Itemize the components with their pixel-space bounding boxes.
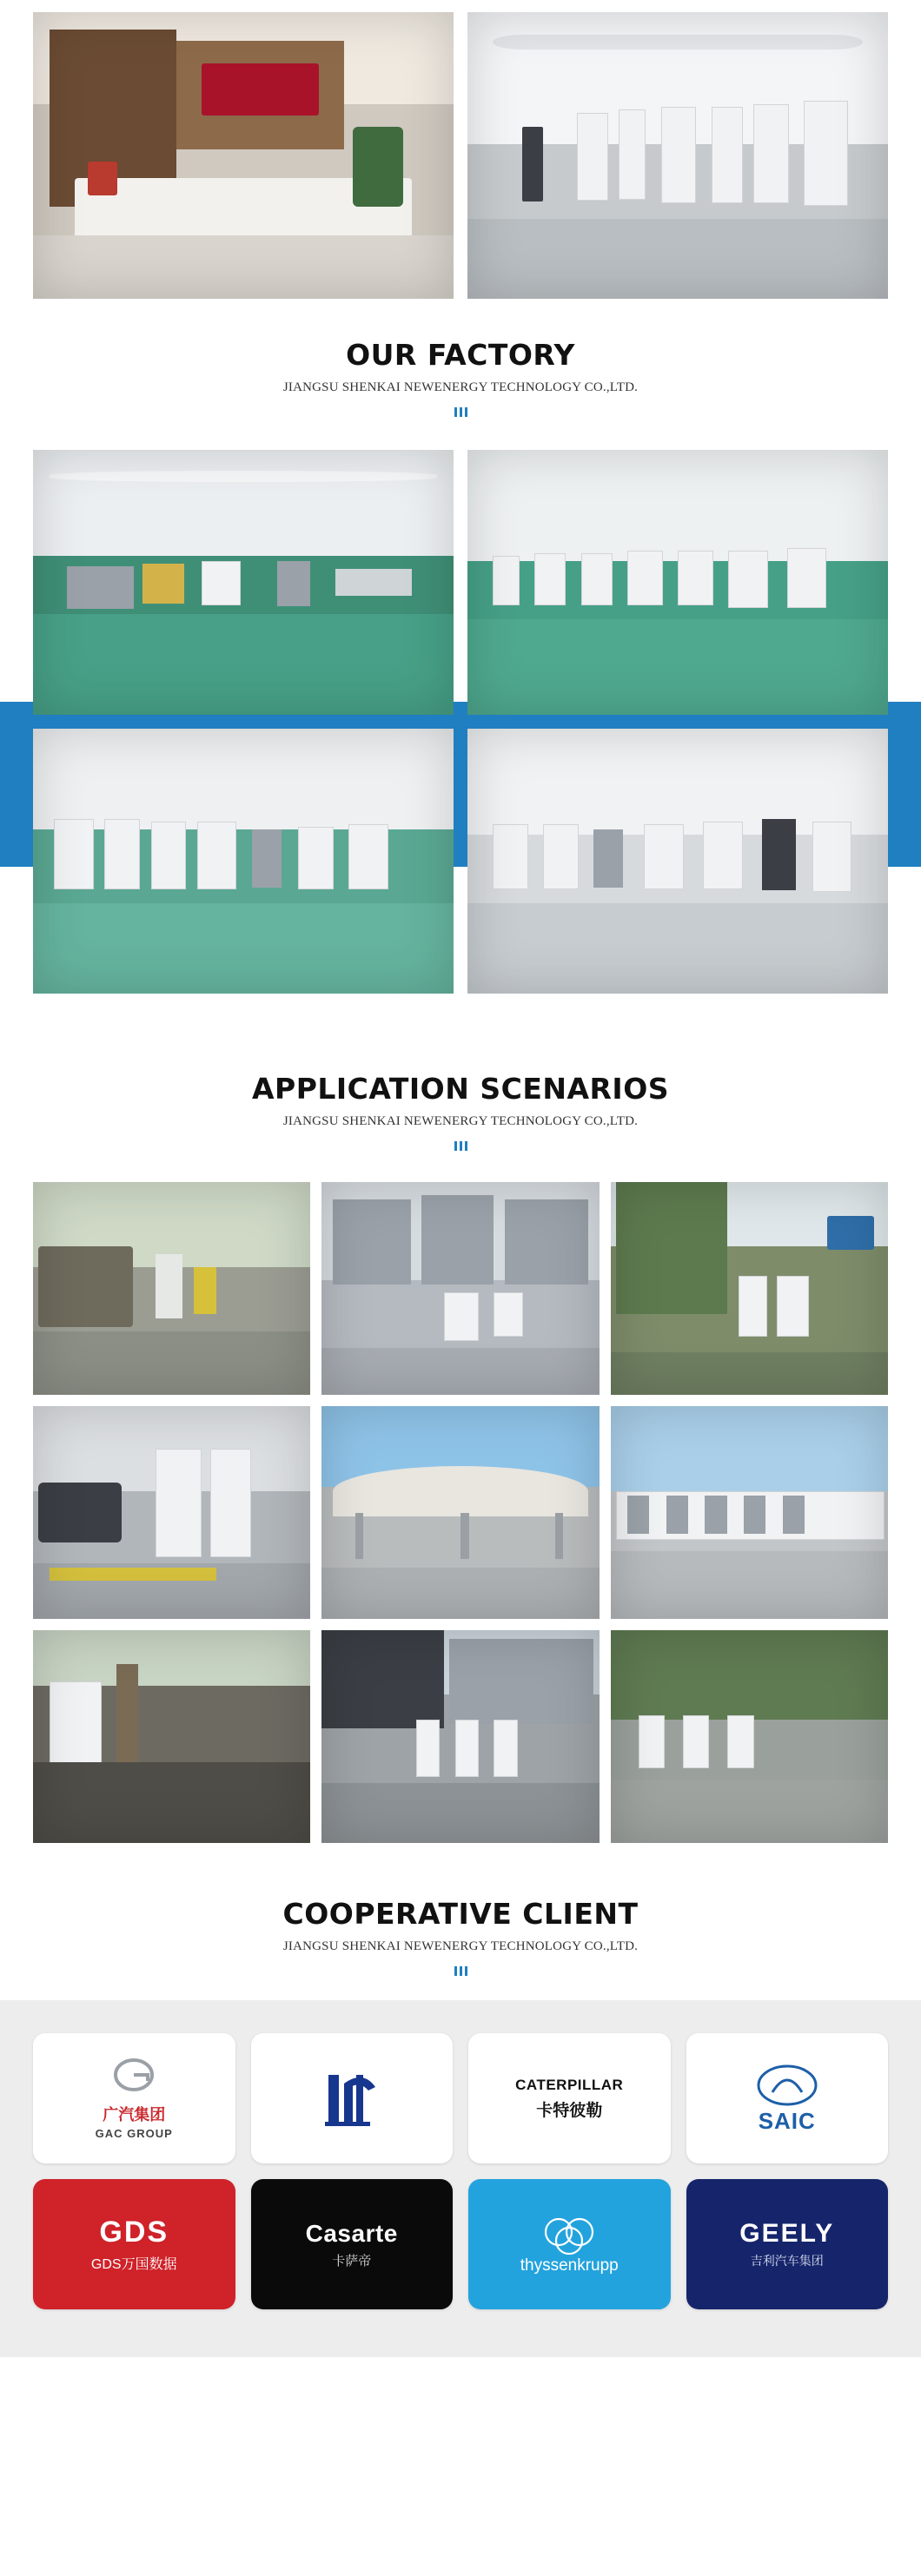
section-header-factory bbox=[0, 338, 921, 417]
application-photo-grid bbox=[0, 1182, 921, 1843]
clients-section bbox=[0, 2000, 921, 2357]
client-logo-grid bbox=[0, 2033, 921, 2309]
client-logo-caterpillar bbox=[468, 2033, 671, 2163]
gac-logo-icon bbox=[109, 2057, 158, 2097]
section-title: COOPERATIVE CLIENT bbox=[282, 1897, 639, 1931]
client-name-en: GAC GROUP bbox=[95, 2126, 173, 2140]
photo-factory-cabinets-storage bbox=[33, 729, 454, 994]
client-logo-geely bbox=[686, 2179, 889, 2309]
section-header-application bbox=[0, 1072, 921, 1151]
client-logo-blue-tower bbox=[251, 2033, 454, 2163]
client-name-cn: GDS万国数据 bbox=[90, 2257, 177, 2272]
photo-factory-testing-area bbox=[467, 729, 888, 994]
client-name-cn: 吉利汽车集团 bbox=[750, 2254, 824, 2268]
photo-charger-showroom bbox=[467, 12, 888, 299]
photo-construction-site-charging bbox=[33, 1182, 310, 1395]
client-logo-gac bbox=[33, 2033, 235, 2163]
photo-company-lobby-reception bbox=[33, 12, 454, 299]
client-name-en: Casarte bbox=[305, 2219, 398, 2247]
photo-park-charging-station bbox=[611, 1630, 888, 1843]
client-logo-saic bbox=[686, 2033, 889, 2163]
client-logo-gds bbox=[33, 2179, 235, 2309]
photo-indoor-garage-charging bbox=[33, 1406, 310, 1619]
client-name-en: SAIC bbox=[758, 2107, 816, 2134]
client-name-en: thyssenkrupp bbox=[520, 2256, 619, 2275]
photo-charging-cabinet-row bbox=[611, 1406, 888, 1619]
section-subtitle: JIANGSU SHENKAI NEWENERGY TECHNOLOGY CO.,LTD. bbox=[282, 1114, 639, 1128]
divider-dots bbox=[0, 407, 921, 417]
photo-canopy-parking-station bbox=[321, 1406, 599, 1619]
client-name-cn: 卡萨帝 bbox=[332, 2253, 372, 2269]
saic-logo-icon bbox=[753, 2063, 821, 2108]
photo-roadside-charger-unit bbox=[33, 1630, 310, 1843]
photo-parking-lot-chargers bbox=[321, 1182, 599, 1395]
photo-street-charging-station bbox=[321, 1630, 599, 1843]
section-subtitle: JIANGSU SHENKAI NEWENERGY TECHNOLOGY CO.,LTD. bbox=[282, 1939, 639, 1953]
client-name-cn: 卡特彼勒 bbox=[536, 2101, 603, 2120]
photo-factory-floor-assembly-line bbox=[467, 450, 888, 715]
client-name-cn: 广汽集团 bbox=[103, 2105, 166, 2124]
client-name-en: CATERPILLAR bbox=[515, 2076, 624, 2093]
thyssenkrupp-logo-icon bbox=[539, 2213, 600, 2255]
photo-factory-floor-green-1 bbox=[33, 450, 454, 715]
divider-dots bbox=[0, 1141, 921, 1151]
factory-photo-grid bbox=[0, 450, 921, 994]
client-logo-casarte bbox=[251, 2179, 454, 2309]
client-name-en: GDS bbox=[99, 2216, 169, 2249]
section-title: OUR FACTORY bbox=[346, 338, 575, 372]
section-header-clients bbox=[0, 1897, 921, 1976]
section-title: APPLICATION SCENARIOS bbox=[251, 1072, 670, 1106]
client-name-en: GEELY bbox=[739, 2219, 835, 2248]
top-photo-row bbox=[0, 0, 921, 299]
blue-tower-logo-icon bbox=[315, 2061, 389, 2136]
section-subtitle: JIANGSU SHENKAI NEWENERGY TECHNOLOGY CO.,LTD. bbox=[282, 380, 639, 394]
photo-outdoor-charger-parking-sign bbox=[611, 1182, 888, 1395]
divider-dots bbox=[0, 1966, 921, 1976]
client-logo-thyssenkrupp bbox=[468, 2179, 671, 2309]
